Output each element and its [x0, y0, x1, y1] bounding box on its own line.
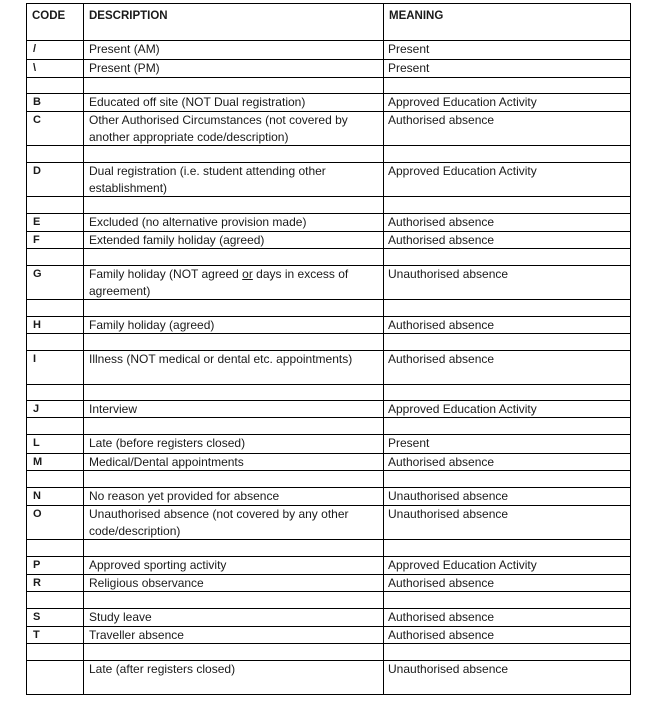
- row-description: Unauthorised absence (not covered by any other code/description): [89, 507, 349, 538]
- row-description: Dual registration (i.e. student attending other establishment): [89, 164, 326, 195]
- row-description: Educated off site (NOT Dual registration): [89, 95, 306, 109]
- row-code: H: [33, 319, 41, 331]
- row-meaning: Unauthorised absence: [388, 267, 509, 281]
- row-meaning: Authorised absence: [388, 233, 495, 247]
- row-code: E: [33, 216, 41, 228]
- row-code: N: [33, 490, 41, 502]
- row-divider: [26, 3, 631, 4]
- row-divider: [26, 694, 631, 695]
- row-meaning: Present: [388, 436, 430, 450]
- row-meaning: Authorised absence: [388, 113, 495, 127]
- row-code: O: [33, 508, 42, 520]
- row-code: T: [33, 629, 40, 641]
- header-description: DESCRIPTION: [89, 10, 168, 22]
- row-code: D: [33, 165, 41, 177]
- row-meaning: Present: [388, 61, 430, 75]
- row-description: Approved sporting activity: [89, 558, 227, 572]
- row-code: F: [33, 234, 40, 246]
- row-meaning: Authorised absence: [388, 352, 495, 366]
- row-description: Excluded (no alternative provision made): [89, 215, 307, 229]
- row-meaning: Authorised absence: [388, 610, 495, 624]
- header-code: CODE: [32, 10, 66, 22]
- row-meaning: Approved Education Activity: [388, 95, 537, 109]
- row-description: Religious observance: [89, 576, 204, 590]
- row-description: Other Authorised Circumstances (not covered by another appropriate code/description): [89, 113, 348, 144]
- row-meaning: Approved Education Activity: [388, 402, 537, 416]
- row-meaning: Unauthorised absence: [388, 662, 509, 676]
- row-meaning: Present: [388, 42, 430, 56]
- row-divider: [26, 384, 631, 385]
- row-code: G: [33, 268, 42, 280]
- row-description: Interview: [89, 402, 138, 416]
- row-description: Late (before registers closed): [89, 436, 246, 450]
- row-meaning: Authorised absence: [388, 215, 495, 229]
- row-code: P: [33, 559, 41, 571]
- row-description: Present (PM): [89, 61, 160, 75]
- row-code: S: [33, 611, 41, 623]
- row-description: Medical/Dental appointments: [89, 455, 244, 469]
- row-meaning: Authorised absence: [388, 576, 495, 590]
- row-code: I: [33, 353, 37, 365]
- row-meaning: Authorised absence: [388, 318, 495, 332]
- row-code: R: [33, 577, 41, 589]
- row-description: Illness (NOT medical or dental etc. appointments): [89, 352, 353, 366]
- row-meaning: Approved Education Activity: [388, 164, 537, 178]
- row-code: L: [33, 437, 40, 449]
- row-description: Extended family holiday (agreed): [89, 233, 265, 247]
- row-code: M: [33, 456, 43, 468]
- header-meaning: MEANING: [389, 10, 444, 22]
- row-code: \: [33, 62, 37, 74]
- row-description: Late (after registers closed): [89, 662, 236, 676]
- row-meaning: Approved Education Activity: [388, 558, 537, 572]
- row-divider: [26, 77, 631, 78]
- row-meaning: Authorised absence: [388, 455, 495, 469]
- row-code: B: [33, 96, 41, 108]
- row-meaning: Unauthorised absence: [388, 507, 509, 521]
- attendance-codes-table: [26, 3, 631, 695]
- row-meaning: Unauthorised absence: [388, 489, 509, 503]
- row-description: Study leave: [89, 610, 152, 624]
- row-description: Family holiday (agreed): [89, 318, 215, 332]
- row-description: Present (AM): [89, 42, 160, 56]
- row-meaning: Authorised absence: [388, 628, 495, 642]
- row-description: Family holiday (NOT agreed or days in excess of agreement): [89, 267, 349, 298]
- row-code: C: [33, 114, 41, 126]
- row-code: /: [33, 43, 37, 55]
- row-description: No reason yet provided for absence: [89, 489, 280, 503]
- row-description: Traveller absence: [89, 628, 184, 642]
- row-code: J: [33, 403, 40, 415]
